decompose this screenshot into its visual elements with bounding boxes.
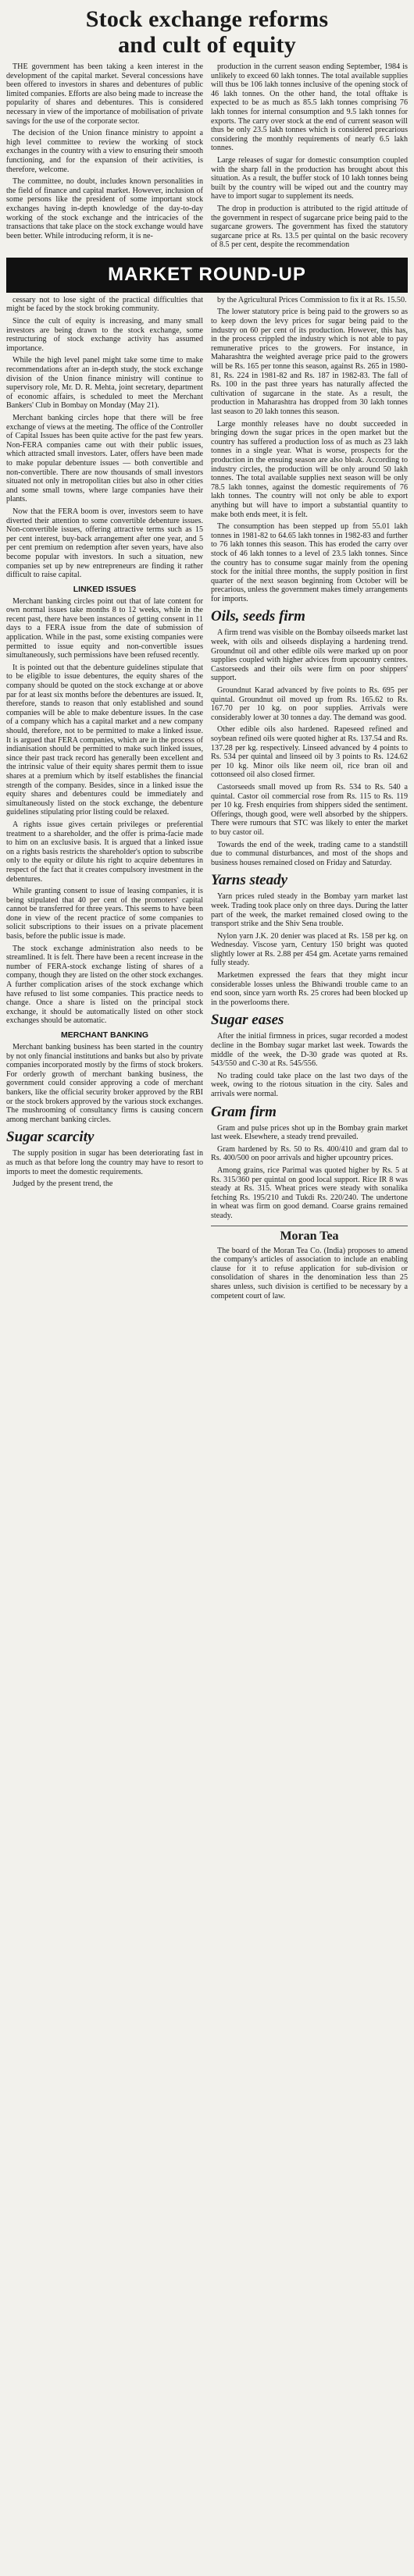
paragraph: Marketmen expressed the fears that they might incur considerable losses unless the Bhiwandi trouble came to an end soon, since yarn worth Rs. 25 crores had been blocked up in the powerlooms there. xyxy=(211,971,408,1007)
headline-line-2: and cult of equity xyxy=(118,32,296,58)
paragraph: The supply position in sugar has been deteriorating fast in as much as that before long the country may have to resort to imports to meet the domestic requirements. xyxy=(6,1149,203,1176)
paragraph: A firm trend was visible on the Bombay oilseeds market last week, with oils and oilseeds displaying a hardening trend. Groundnut oil and other edible oils were marked up on poor supplies coupled with higher advices from upcountry centres. Castorseeds and their oils were firm on poor shippers' support. xyxy=(211,628,408,683)
top-left-column xyxy=(6,62,203,253)
paragraph: Yarn prices ruled steady in the Bombay yarn market last week. Trading took place only on three days. During the latter part of the week, the market remained closed owing to the transport strike and the Shiv Sena trouble. xyxy=(211,892,408,929)
paragraph: While the high level panel might take some time to make recommendations after an in-depth study, the stock exchange division of the Union finance ministry will continue to supervisory role, Mr. D. R. Mehta, joint secretary, department of economic affairs, is scheduled to meet the Merchant Bankers' Club in Bombay on Monday (May 21). xyxy=(6,356,203,411)
paragraph: The board of the Moran Tea Co. (India) proposes to amend the company's articles of association to include an enabling clause for it to refuse application for sub-division or consolidation of shares in the denomination less than 25 shares unless, such division is certified to be necessary by a competent court of law. xyxy=(211,1246,408,1300)
paragraph: Groundnut Karad advanced by five points to Rs. 695 per quintal. Groundnut oil moved up from Rs. 165.62 to Rs. 167.70 per 10 kg. on poor supplies. Arrivals were considerably lower at 30 tonnes a day. The demand was good. xyxy=(211,686,408,722)
subhead-gram-firm: Gram firm xyxy=(211,1103,277,1120)
paragraph: Since the cult of equity is increasing, and many small investors are being drawn to the stock exchange, some restructuring of stock exchange activity has assumed importance. xyxy=(6,317,203,353)
paragraph: cessary not to lose sight of the practical difficulties that might be faced by the stock broking community. xyxy=(6,295,203,314)
subhead-oils-seeds: Oils, seeds firm xyxy=(211,608,305,625)
roundup-right-column xyxy=(211,296,408,1304)
subhead-sugar-eases: Sugar eases xyxy=(211,1012,284,1029)
roundup-left-column xyxy=(6,296,203,1304)
paragraph: While granting consent to issue of leasing companies, it is being stipulated that 40 per cent of the promoters' capital cannot be transferred for three years. This seems to have been done in view of the recent practice of some companies to solicit subscriptions to their issues on a private placement basis, before the public issue is made. xyxy=(6,887,203,941)
roundup-section xyxy=(6,296,408,1304)
paragraph: The stock exchange administration also needs to be streamlined. It is felt. There have been a recent increase in the number of FERA-stock exchange listing of shares of a company, though they are listed on the other stock exchanges. A further complication arises of the stock exchange which have refused to list some companies. This practice needs to change. Once a share is listed on the principal stock exchange, it should be automatically listed on other stock exchanges should be automatic. xyxy=(6,944,203,1026)
subhead-yarns-steady: Yarns steady xyxy=(211,872,288,889)
paragraph: It is pointed out that the debenture guidelines stipulate that to be eligible to issue debentures, the equity shares of the company should be quoted on the stock exchange at or above par for at least six months before the debentures are issued. It, therefore, stands to reason that only established and sound companies will be able to make debenture issues. In the case of a company which has a capital market and a new company should, therefore, not to be permitted to make a linked issue. It is argued that FERA companies, which are in the process of indianisation should be permitted to make such linked issues, since their past track record has generally been excellent and the intrinsic value of their equity shares permit them to issue shares at a premium which by itself establishes the financial strength of the company. Besides, since in a linked issue the equity shares and debentures could be immediately and simultaneously listed on the stock exchange, the debenture guidelines stipulating prior listing could be relaxed. xyxy=(6,663,203,817)
headline-line-1: Stock exchange reforms xyxy=(85,6,329,32)
paragraph: The decision of the Union finance ministry to appoint a high level committee to review the working of stock exchanges in the country with a view to ensuring their smooth functioning, and for the expansion of their activities, is therefore, welcome. xyxy=(6,129,203,174)
paragraph: Other edible oils also hardened. Rapeseed refined and soybean refined oils were quoted higher at Rs. 137.54 and Rs. 137.28 per kg. respectively. Linseed advanced by 4 points to Rs. 534 per quintal and linseed oil by 3 points to Rs. 124.62 per 10 kg. Minor oils like neem oil, rice bran oil and cottonseed oil also closed firmer. xyxy=(211,725,408,780)
paragraph: The lower statutory price is being paid to the growers so as to keep down the levy prices for sugar being paid to the industry on 60 per cent of its production. However, this has, in the process crippled the industry which is not able to pay remunerative prices to the growers. For instance, in Maharashtra the weighted average price paid to the growers will be Rs. 165 per tonne this season, against Rs. 265 in 1980-81, Rs. 224 in 1981-82 and Rs. 187 in 1982-83. The fall of Rs. 100 in the past three years has naturally affected the cultivation of sugarcane in the state. As a result, the production in Maharashtra has dropped from 30 lakh tonnes last season to 20 lakh tonnes this season. xyxy=(211,308,408,416)
paragraph: The committee, no doubt, includes known personalities in the field of finance and capital market. However, inclusion of some persons like the president of some important stock exchanges having in-depth knowledge of the day-to-day working of the stock exchange and the intricacies of the transactions that take place on the stock exchange would have been better. While introducing reform, it is ne- xyxy=(6,177,203,240)
paragraph: Nylon yarn J.K. 20 denier was placed at Rs. 158 per kg. on Wednesday. Viscose yarn, Century 150 bright was quoted slightly lower at Rs. 2.88 per 454 gm. Acetate yarns remained fully steady. xyxy=(211,931,408,968)
paragraph: production in the current season ending September, 1984 is unlikely to exceed 60 lakh tonnes. The total available supplies will thus be 106 lakh tonnes inclusive of the opening stock of 46 lakh tonnes. On the other hand, the total offtake is expected to be as much as 85.5 lakh tonnes comprising 76 lakh tonnes for internal consumption and 9.5 lakh tonnes for exports. The carry over stock at the end of current season will thus be only 23.5 lakh tonnes which is considered precarious considering the monthly requirements of nearly 6.5 lakh tonnes. xyxy=(211,62,408,153)
main-headline xyxy=(6,0,408,62)
paragraph: No trading could take place on the last two days of the week, owing to the riotous situation in the city. Sales and arrivals were normal. xyxy=(211,1071,408,1098)
subhead-sugar-scarcity: Sugar scarcity xyxy=(6,1129,95,1146)
paragraph: Towards the end of the week, trading came to a standstill due to communal disturbances, and most of the shops and business houses remained closed on Friday and Saturday. xyxy=(211,840,408,867)
paragraph: Castorseeds small moved up from Rs. 534 to Rs. 540 a quintal. Castor oil commercial rose from Rs. 115 to Rs. 119 per 10 kg. Fresh enquiries from shippers sided the sentiment. Offerings, though good, were well absorbed by the shippers. There were rumours that STC was likely to enter the market to buy castor oil. xyxy=(211,782,408,837)
subhead-merchant-banking: MERCHANT BANKING xyxy=(61,1030,148,1040)
top-section xyxy=(6,62,408,253)
paragraph: After the initial firmness in prices, sugar recorded a modest decline in the Bombay sugar market last week. Towards the middle of the week, the D-30 grade was quoted at Rs. 543/550 and C-30 at Rs. 545/556. xyxy=(211,1032,408,1069)
paragraph: by the Agricultural Prices Commission to fix it at Rs. 15.50. xyxy=(217,295,407,304)
paragraph: Now that the FERA boom is over, investors seem to have diverted their attention to some convertible debenture issues. Non-convertible issues, offering attractive terms such as 15 per cent interest, buy-back arrangement after one year, and 5 per cent premium on redemption after seven years, have also become popular with investors. In such a situation, new companies set up by new entrepreneurs are finding it rather difficult to raise capital. xyxy=(6,507,203,580)
subhead-linked-issues: LINKED ISSUES xyxy=(73,584,137,594)
paragraph: Merchant banking business has been started in the country by not only financial institutions and banks but also by private companies incorporated mostly by the firms of stock brokers. For orderly growth of merchant banking business, the government could consider approving a code of merchant bankers, like the official security broker approved by the RBI or the stock brokers approved by the various stock exchanges. The mushrooming of consultancy firms is causing concern among merchant banking circles. xyxy=(6,1043,203,1124)
paragraph: Large monthly releases have no doubt succeeded in bringing down the sugar prices in the open market but the country has suffered a production loss of as much as 23 lakh tonnes in a single year. What is worse, prospects for the production in the ensuing season are also bleak. According to industry circles, the production will be only around 50 lakh tonnes. The total available supplies next season will be only 78.5 lakh tonnes, against the domestic requirements of 76 lakh tonnes. The country will not only be able to export anything but will have to import a substantial quantity to make both ends meet, it is felt. xyxy=(211,419,408,519)
paragraph: The drop in production is attributed to the rigid attitude of the government in respect of sugarcane price being paid to the sugarcane growers. The government has fixed the statutory sugarcane price at Rs. 13.5 per quintal on the basic recovery of 8.5 per cent, despite the recommendation xyxy=(211,204,408,250)
paragraph: Merchant banking circles hope that there will be free exchange of views at the meeting. The office of the Controller of Capital Issues has been quite active for the past few years. Non-FERA companies came out with their public issues, which attracted small investors. Later, offers have been made to make popular debenture issues — both convertible and non-convertible. There are now thousands of small investors situated not only in metropolitan cities but also in other cities and some small towns, where large companies have their plants. xyxy=(6,414,203,504)
paragraph: The consumption has been stepped up from 55.01 lakh tonnes in 1981-82 to 64.65 lakh tonnes in 1982-83 and further to 76 lakh tonnes this season. This has eroded the carry over stock of 46 lakh tonnes to a level of 23.5 lakh tonnes. Since the country has to consume sugar mainly from the opening stock for the initial three months, the supply position in first quarter of the next season beginning from October will be precarious, unless the government makes timely arrangements for imports. xyxy=(211,522,408,603)
paragraph: Gram hardened by Rs. 50 to Rs. 400/410 and gram dal to Rs. 400/500 on poor arrivals and higher upcountry prices. xyxy=(211,1144,408,1163)
paragraph: Merchant banking circles point out that of late content for own normal issues take months 8 to 12 weeks, while in the recent past, there have been instances of getting consent in 11 days to a FERA issue from the date of submission of application. While in the past, some existing companies were permitted to issue equity and non-convertible issues simultaneously, such permissions have been refused recently. xyxy=(6,596,203,660)
subhead-moran-tea: Moran Tea xyxy=(211,1226,408,1244)
paragraph: Gram and pulse prices shot up in the Bombay grain market last week. Elsewhere, a steady trend prevailed. xyxy=(211,1123,408,1142)
top-right-column xyxy=(211,62,408,253)
paragraph: Judged by the present trend, the xyxy=(12,1179,113,1189)
paragraph: A rights issue gives certain privileges or preferential treatment to a shareholder, and the offer is prima-facie made to him on an exclusive basis. It is argued that a linked issue on a rights basis restricts the shareholder's option to subscribe only to the equity or dilute his right to acquire debentures in respect of the fact that it creates compulsory investment in the debentures. xyxy=(6,820,203,884)
market-roundup-banner: MARKET ROUND-UP xyxy=(6,258,408,293)
paragraph: Among grains, rice Parimal was quoted higher by Rs. 5 at Rs. 315/360 per quintal on good local support. Rice IR 8 was steady at Rs. 315. Wheat prices were steady with sonalika fetching Rs. 195/210 and Tukdi Rs. 220/240. The undertone in wheat was firm on good demand. Coarse grains remained steady. xyxy=(211,1165,408,1220)
paragraph: THE government has been taking a keen interest in the development of the capital market. Several concessions have been offered to investors in shares and debentures of public limited companies. Efforts are also being made to increase the popularity of shares and debentures. This is considered necessary in view of the importance of mobilisation of private savings for the use of the corporate sector. xyxy=(6,62,203,126)
paragraph: Large releases of sugar for domestic consumption coupled with the sharp fall in the production has brought about this situation. As a result, the buffer stock of 10 lakh tonnes being built by the country will be wiped out and the country may have to import sugar to supplement its needs. xyxy=(211,155,408,201)
